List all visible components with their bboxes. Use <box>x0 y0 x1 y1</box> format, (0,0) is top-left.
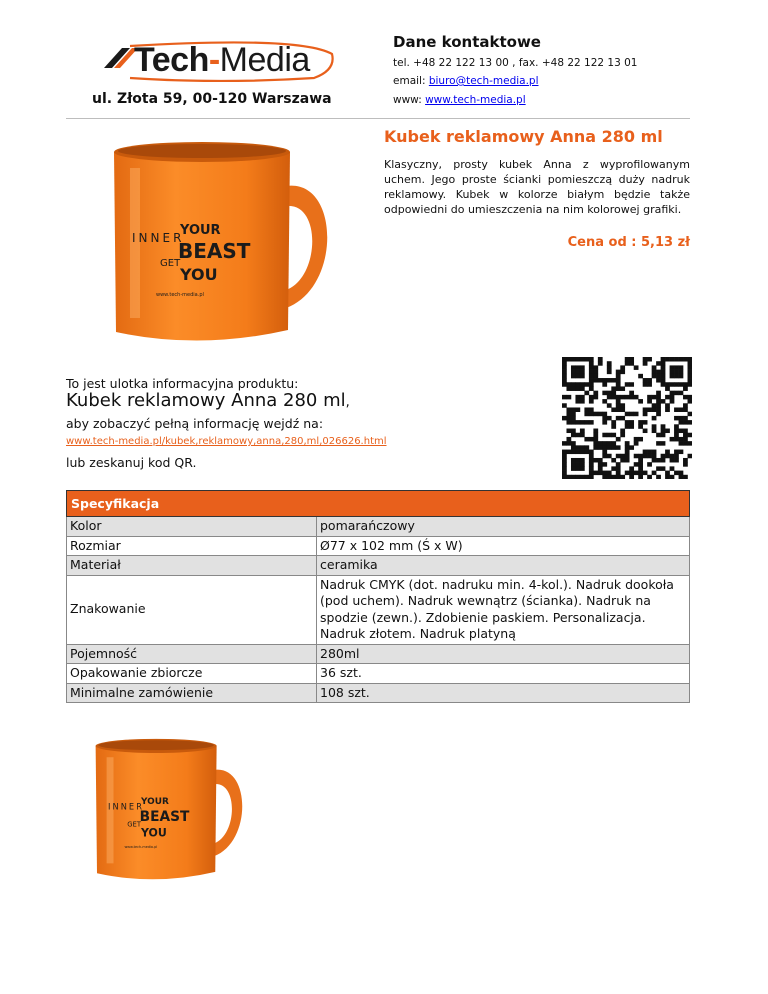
company-address: ul. Złota 59, 00-120 Warszawa <box>92 91 332 107</box>
table-row <box>67 517 690 537</box>
www-link[interactable]: www.tech-media.pl <box>425 94 526 106</box>
product-price: Cena od : 5,13 zł <box>567 235 690 250</box>
spec-value: Ø77 x 102 mm (Ś x W) <box>317 536 690 556</box>
product-image-mug <box>100 138 340 350</box>
product-image-mug-small <box>86 736 251 886</box>
email-line <box>393 75 539 87</box>
qr-code-icon[interactable] <box>562 357 692 479</box>
spec-key: Kolor <box>67 517 317 537</box>
mug-print-line4: GET <box>127 820 142 829</box>
header-divider <box>66 118 690 119</box>
contact-title: Dane kontaktowe <box>393 33 541 51</box>
spec-value: 108 szt. <box>317 683 690 703</box>
phone-fax-line: tel. +48 22 122 13 00 , fax. +48 22 122 13 01 <box>393 57 638 69</box>
mug-print-line4: GET <box>160 258 181 269</box>
product-title: Kubek reklamowy Anna 280 ml <box>384 127 663 146</box>
specification-table <box>66 490 690 703</box>
spec-value: 36 szt. <box>317 664 690 684</box>
spec-value: 280ml <box>317 644 690 664</box>
flyer-see-more: aby zobaczyć pełną informację wejdź na: <box>66 416 324 431</box>
table-row <box>67 575 690 644</box>
specification-header: Specyfikacja <box>67 491 690 517</box>
table-row <box>67 644 690 664</box>
mug-print-line3: BEAST <box>139 808 190 825</box>
mug-print-line5: YOU <box>180 265 218 284</box>
email-link[interactable]: biuro@tech-media.pl <box>428 75 539 87</box>
logo-media-text: Media <box>219 41 310 79</box>
spec-key: Opakowanie zbiorcze <box>67 664 317 684</box>
spec-key: Materiał <box>67 556 317 576</box>
spec-value: pomarańczowy <box>317 517 690 537</box>
spec-key: Minimalne zamówienie <box>67 683 317 703</box>
table-row <box>67 556 690 576</box>
logo-tech-text: Tech <box>134 41 209 79</box>
spec-key: Pojemność <box>67 644 317 664</box>
email-label: email: <box>393 75 429 87</box>
flyer-product-name-suffix: , <box>345 395 350 410</box>
flyer-product-name <box>66 390 350 411</box>
spec-key: Rozmiar <box>67 536 317 556</box>
table-row <box>67 536 690 556</box>
mug-print-line5: YOU <box>141 826 167 840</box>
mug-print-small: www.tech-media.pl <box>156 292 204 298</box>
tech-media-logo <box>100 40 336 82</box>
flyer-intro: To jest ulotka informacyjna produktu: <box>66 376 299 391</box>
flyer-product-name-text: Kubek reklamowy Anna 280 ml <box>66 390 346 411</box>
spec-value: ceramika <box>317 556 690 576</box>
product-description: Klasyczny, prosty kubek Anna z wyprofilowanym uchem. Jego proste ścianki pomieszczą duży nadruk reklamowy. Kubek w kolorze białym będzie także odpowiedni do umieszczenia na nim kolorowej grafiki. <box>384 158 690 216</box>
flyer-scan-qr: lub zeskanuj kod QR. <box>66 455 197 470</box>
table-row <box>67 664 690 684</box>
spec-value: Nadruk CMYK (dot. nadruku min. 4-kol.). Nadruk dookoła (pod uchem). Nadruk wewnątrz (ścianka). Nadruk na spodzie (zewn.). Zdobienie paskiem. Personalizacja. Nadruk złotem. Nadruk platyną <box>317 575 690 644</box>
mug-print-line3: BEAST <box>178 239 251 263</box>
mug-print-line2: INNER <box>132 231 185 245</box>
spec-key: Znakowanie <box>67 575 317 644</box>
table-row <box>67 683 690 703</box>
product-url-link[interactable]: www.tech-media.pl/kubek,reklamowy,anna,280,ml,026626.html <box>66 436 387 447</box>
logo-dash-text: - <box>208 41 220 79</box>
www-line <box>393 94 526 106</box>
mug-print-small: www.tech-media.pl <box>124 844 158 849</box>
mug-print-line1: YOUR <box>180 223 221 238</box>
mug-print-line1: YOUR <box>141 796 169 807</box>
www-label: www: <box>393 94 426 106</box>
mug-print-line2: INNER <box>108 801 145 812</box>
